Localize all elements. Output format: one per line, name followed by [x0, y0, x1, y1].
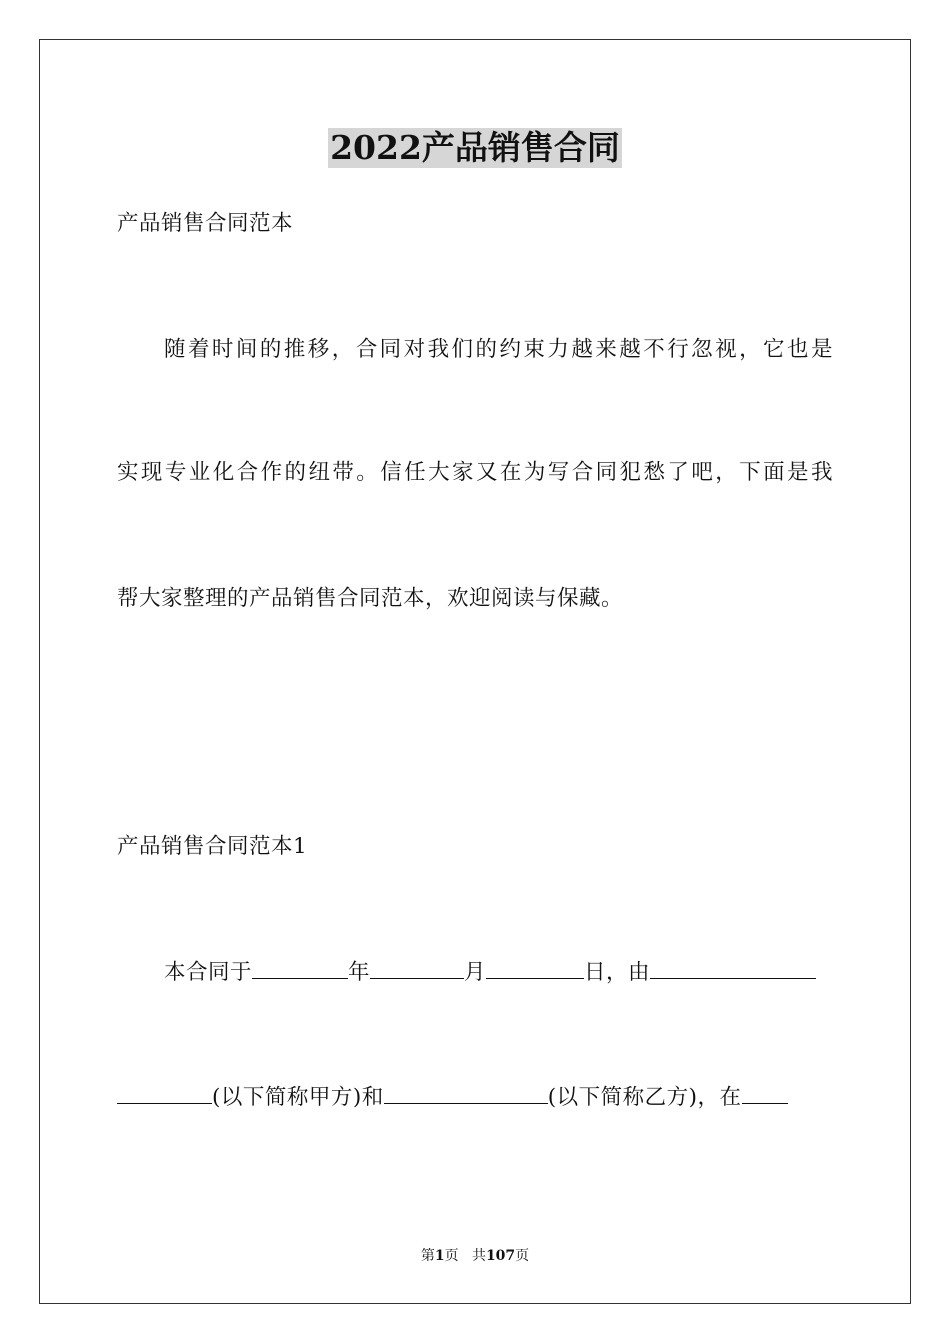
day-label: 日，由	[584, 960, 651, 985]
party-blank	[650, 956, 816, 979]
footer-page-suffix: 页	[444, 1248, 459, 1264]
section-heading: 产品销售合同范本1	[117, 834, 308, 859]
contract-line-2	[117, 1081, 788, 1113]
document-heading: 产品销售合同范本	[117, 211, 294, 236]
intro-line-3: 帮大家整理的产品销售合同范本，欢迎阅读与保藏。	[117, 586, 624, 611]
month-label: 月	[464, 960, 487, 985]
footer-total-prefix: 共	[471, 1248, 486, 1264]
party-b-blank	[384, 1081, 548, 1104]
document-title: 2022产品销售合同	[330, 128, 620, 167]
year-blank	[252, 956, 348, 979]
location-blank	[742, 1081, 788, 1104]
footer-page-number: 1	[434, 1248, 445, 1264]
intro-line-1: 随着时间的推移，合同对我们的约束力越来越不行忽视，它也是	[164, 337, 833, 362]
party-a-blank	[117, 1081, 212, 1104]
party-a-label: (以下简称甲方)和	[212, 1085, 384, 1110]
title-container	[0, 128, 950, 168]
day-blank	[486, 956, 584, 979]
intro-line-2: 实现专业化合作的纽带。信任大家又在为写合同犯愁了吧，下面是我	[117, 460, 833, 485]
footer-total-pages: 107	[485, 1248, 516, 1264]
contract-date-prefix: 本合同于	[164, 960, 253, 985]
footer-page-prefix: 第	[420, 1248, 435, 1264]
contract-line-1	[164, 956, 816, 988]
party-b-label: (以下简称乙方)，在	[547, 1085, 742, 1110]
year-label: 年	[348, 960, 371, 985]
page-footer	[0, 1246, 950, 1266]
month-blank	[370, 956, 464, 979]
footer-total-suffix: 页	[515, 1248, 530, 1264]
